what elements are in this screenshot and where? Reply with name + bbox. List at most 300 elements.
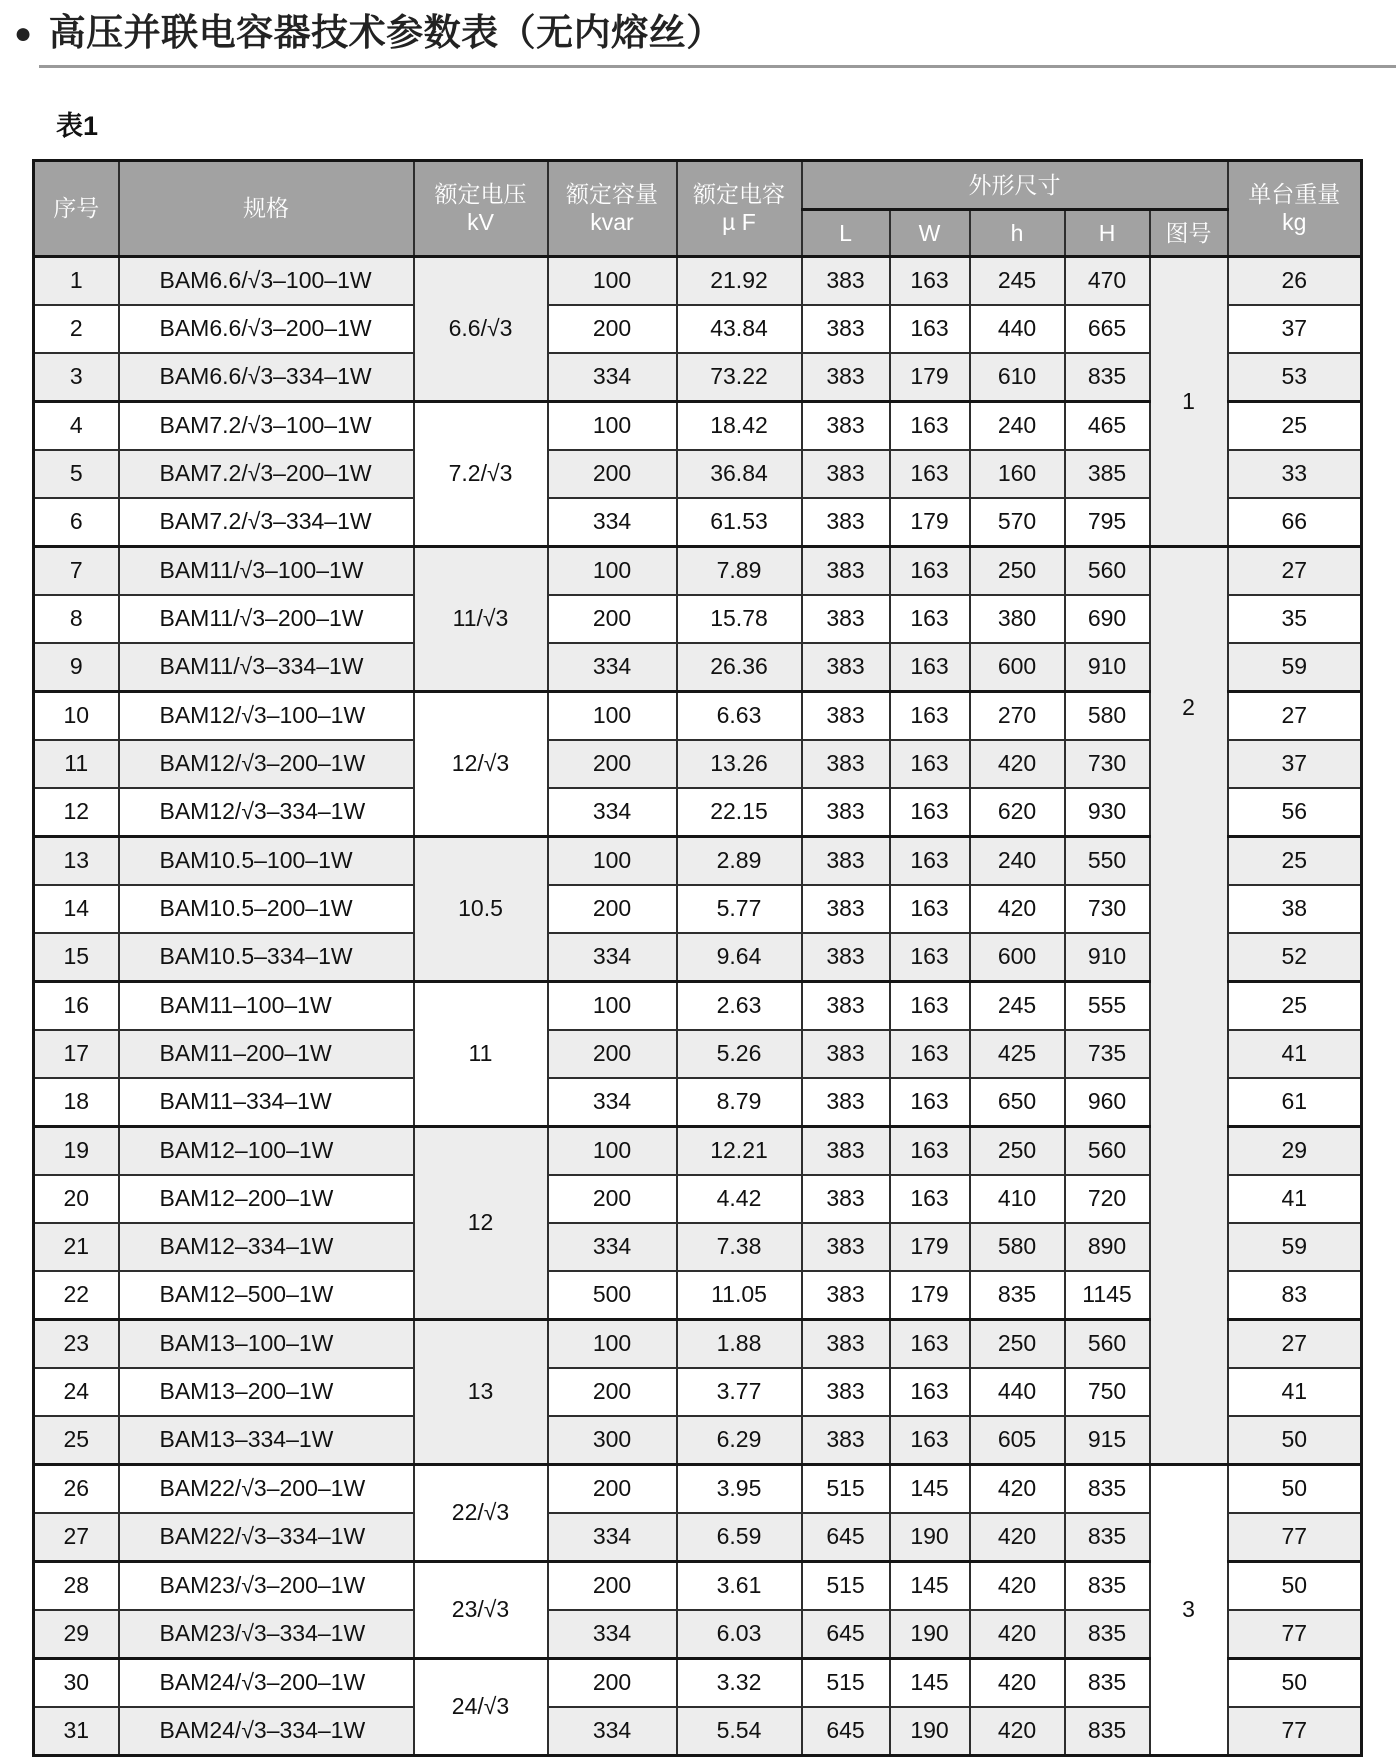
cell-dim-h: 570: [970, 498, 1065, 547]
cell-spec: BAM23/√3–334–1W: [119, 1610, 414, 1659]
cell-uf: 21.92: [677, 256, 802, 305]
col-header-capacity-unit: kvar: [590, 209, 634, 236]
cell-dim-l: 383: [802, 1030, 890, 1078]
cell-voltage: 13: [414, 1319, 548, 1464]
cell-dim-hh: 730: [1065, 885, 1150, 933]
cell-uf: 3.61: [677, 1561, 802, 1610]
cell-dim-l: 383: [802, 1319, 890, 1368]
cell-spec: BAM7.2/√3–200–1W: [119, 450, 414, 498]
cell-dim-h: 600: [970, 643, 1065, 692]
cell-dim-w: 163: [890, 595, 970, 643]
cell-dim-w: 163: [890, 643, 970, 692]
cell-dim-w: 163: [890, 836, 970, 885]
cell-dim-h: 250: [970, 1126, 1065, 1175]
cell-dim-w: 163: [890, 401, 970, 450]
cell-dim-l: 383: [802, 788, 890, 837]
cell-dim-h: 245: [970, 256, 1065, 305]
cell-dim-w: 163: [890, 1319, 970, 1368]
cell-dim-h: 270: [970, 691, 1065, 740]
cell-serial: 28: [34, 1561, 119, 1610]
cell-spec: BAM23/√3–200–1W: [119, 1561, 414, 1610]
cell-dim-hh: 465: [1065, 401, 1150, 450]
cell-voltage: 11/√3: [414, 546, 548, 691]
cell-figure: 3: [1150, 1464, 1228, 1755]
cell-weight: 66: [1228, 498, 1362, 547]
cell-dim-w: 163: [890, 1368, 970, 1416]
cell-spec: BAM7.2/√3–334–1W: [119, 498, 414, 547]
cell-uf: 3.95: [677, 1464, 802, 1513]
cell-weight: 25: [1228, 981, 1362, 1030]
cell-weight: 41: [1228, 1368, 1362, 1416]
cell-dim-hh: 910: [1065, 643, 1150, 692]
cell-weight: 59: [1228, 643, 1362, 692]
cell-uf: 9.64: [677, 933, 802, 982]
cell-dim-w: 163: [890, 1078, 970, 1127]
cell-dim-hh: 690: [1065, 595, 1150, 643]
cell-serial: 9: [34, 643, 119, 692]
cell-weight: 77: [1228, 1610, 1362, 1659]
cell-spec: BAM10.5–100–1W: [119, 836, 414, 885]
cell-serial: 31: [34, 1707, 119, 1756]
cell-kvar: 200: [548, 1030, 677, 1078]
cell-figure: 2: [1150, 546, 1228, 1464]
cell-weight: 41: [1228, 1175, 1362, 1223]
cell-uf: 73.22: [677, 353, 802, 402]
cell-uf: 36.84: [677, 450, 802, 498]
cell-weight: 29: [1228, 1126, 1362, 1175]
cell-dim-h: 580: [970, 1223, 1065, 1271]
cell-weight: 77: [1228, 1513, 1362, 1562]
title-divider: [39, 65, 1396, 68]
cell-dim-w: 163: [890, 1175, 970, 1223]
cell-dim-l: 383: [802, 498, 890, 547]
cell-kvar: 334: [548, 1078, 677, 1127]
cell-weight: 53: [1228, 353, 1362, 402]
cell-weight: 61: [1228, 1078, 1362, 1127]
cell-serial: 3: [34, 353, 119, 402]
col-header-dimensions: 外形尺寸: [802, 160, 1228, 209]
cell-kvar: 200: [548, 1658, 677, 1707]
col-header-capacitance-name: 额定电容: [693, 181, 785, 207]
cell-dim-hh: 555: [1065, 981, 1150, 1030]
cell-dim-l: 383: [802, 933, 890, 982]
cell-dim-hh: 890: [1065, 1223, 1150, 1271]
cell-spec: BAM6.6/√3–334–1W: [119, 353, 414, 402]
cell-dim-hh: 910: [1065, 933, 1150, 982]
cell-dim-w: 163: [890, 740, 970, 788]
cell-serial: 16: [34, 981, 119, 1030]
cell-dim-l: 383: [802, 256, 890, 305]
cell-dim-w: 163: [890, 305, 970, 353]
table-body: [34, 256, 1362, 1755]
cell-spec: BAM7.2/√3–100–1W: [119, 401, 414, 450]
header-row-1: [34, 160, 1362, 209]
cell-dim-hh: 835: [1065, 1464, 1150, 1513]
cell-weight: 27: [1228, 546, 1362, 595]
cell-voltage: 24/√3: [414, 1658, 548, 1755]
cell-dim-w: 163: [890, 1126, 970, 1175]
cell-kvar: 200: [548, 1175, 677, 1223]
cell-spec: BAM24/√3–200–1W: [119, 1658, 414, 1707]
cell-dim-l: 383: [802, 836, 890, 885]
cell-dim-h: 420: [970, 1707, 1065, 1756]
cell-uf: 6.63: [677, 691, 802, 740]
cell-dim-hh: 835: [1065, 1561, 1150, 1610]
cell-spec: BAM24/√3–334–1W: [119, 1707, 414, 1756]
cell-dim-l: 515: [802, 1464, 890, 1513]
cell-kvar: 200: [548, 1464, 677, 1513]
cell-kvar: 100: [548, 1319, 677, 1368]
cell-dim-h: 420: [970, 885, 1065, 933]
cell-kvar: 100: [548, 691, 677, 740]
cell-dim-h: 440: [970, 1368, 1065, 1416]
cell-serial: 2: [34, 305, 119, 353]
cell-serial: 12: [34, 788, 119, 837]
cell-dim-hh: 835: [1065, 1513, 1150, 1562]
cell-dim-hh: 580: [1065, 691, 1150, 740]
cell-dim-w: 163: [890, 256, 970, 305]
cell-dim-w: 163: [890, 885, 970, 933]
cell-weight: 25: [1228, 836, 1362, 885]
cell-dim-h: 250: [970, 546, 1065, 595]
cell-dim-h: 610: [970, 353, 1065, 402]
cell-uf: 7.89: [677, 546, 802, 595]
cell-weight: 26: [1228, 256, 1362, 305]
cell-uf: 26.36: [677, 643, 802, 692]
cell-kvar: 100: [548, 546, 677, 595]
cell-spec: BAM12/√3–100–1W: [119, 691, 414, 740]
cell-weight: 59: [1228, 1223, 1362, 1271]
cell-kvar: 100: [548, 401, 677, 450]
cell-kvar: 200: [548, 1368, 677, 1416]
cell-dim-hh: 730: [1065, 740, 1150, 788]
cell-spec: BAM11–334–1W: [119, 1078, 414, 1127]
col-header-dim-l: L: [802, 209, 890, 256]
cell-spec: BAM6.6/√3–100–1W: [119, 256, 414, 305]
cell-dim-l: 383: [802, 546, 890, 595]
cell-serial: 29: [34, 1610, 119, 1659]
cell-dim-w: 163: [890, 1030, 970, 1078]
cell-kvar: 200: [548, 1561, 677, 1610]
cell-dim-hh: 1145: [1065, 1271, 1150, 1320]
cell-serial: 18: [34, 1078, 119, 1127]
cell-uf: 43.84: [677, 305, 802, 353]
cell-weight: 35: [1228, 595, 1362, 643]
cell-dim-h: 650: [970, 1078, 1065, 1127]
col-header-capacitance: [677, 160, 802, 256]
cell-uf: 12.21: [677, 1126, 802, 1175]
cell-dim-h: 160: [970, 450, 1065, 498]
cell-dim-l: 383: [802, 1126, 890, 1175]
col-header-weight-unit: kg: [1282, 209, 1307, 236]
cell-spec: BAM10.5–334–1W: [119, 933, 414, 982]
cell-spec: BAM12–200–1W: [119, 1175, 414, 1223]
cell-dim-h: 240: [970, 836, 1065, 885]
cell-voltage: 11: [414, 981, 548, 1126]
cell-dim-h: 250: [970, 1319, 1065, 1368]
col-header-weight: [1228, 160, 1362, 256]
cell-dim-h: 600: [970, 933, 1065, 982]
table-row: [34, 1464, 1362, 1513]
cell-uf: 1.88: [677, 1319, 802, 1368]
cell-dim-hh: 720: [1065, 1175, 1150, 1223]
cell-dim-h: 440: [970, 305, 1065, 353]
cell-dim-w: 163: [890, 981, 970, 1030]
col-header-dim-w: W: [890, 209, 970, 256]
cell-dim-hh: 835: [1065, 1610, 1150, 1659]
cell-kvar: 200: [548, 740, 677, 788]
cell-serial: 17: [34, 1030, 119, 1078]
cell-serial: 19: [34, 1126, 119, 1175]
cell-serial: 10: [34, 691, 119, 740]
cell-spec: BAM13–334–1W: [119, 1416, 414, 1465]
cell-dim-h: 380: [970, 595, 1065, 643]
cell-serial: 15: [34, 933, 119, 982]
cell-serial: 30: [34, 1658, 119, 1707]
cell-serial: 7: [34, 546, 119, 595]
cell-dim-h: 420: [970, 1658, 1065, 1707]
cell-dim-hh: 560: [1065, 1319, 1150, 1368]
cell-kvar: 200: [548, 595, 677, 643]
cell-weight: 50: [1228, 1416, 1362, 1465]
cell-weight: 50: [1228, 1464, 1362, 1513]
cell-weight: 52: [1228, 933, 1362, 982]
cell-dim-w: 190: [890, 1707, 970, 1756]
cell-figure: 1: [1150, 256, 1228, 546]
cell-spec: BAM22/√3–334–1W: [119, 1513, 414, 1562]
cell-serial: 27: [34, 1513, 119, 1562]
cell-spec: BAM13–100–1W: [119, 1319, 414, 1368]
cell-dim-w: 179: [890, 353, 970, 402]
cell-weight: 50: [1228, 1561, 1362, 1610]
cell-serial: 23: [34, 1319, 119, 1368]
cell-weight: 77: [1228, 1707, 1362, 1756]
document-header: [0, 0, 1396, 68]
cell-dim-l: 383: [802, 1223, 890, 1271]
cell-kvar: 334: [548, 1707, 677, 1756]
cell-uf: 3.77: [677, 1368, 802, 1416]
cell-dim-l: 383: [802, 1271, 890, 1320]
cell-dim-l: 383: [802, 1368, 890, 1416]
cell-dim-h: 420: [970, 1513, 1065, 1562]
cell-dim-l: 645: [802, 1610, 890, 1659]
cell-weight: 37: [1228, 305, 1362, 353]
cell-dim-hh: 795: [1065, 498, 1150, 547]
cell-dim-w: 163: [890, 933, 970, 982]
cell-dim-h: 410: [970, 1175, 1065, 1223]
cell-dim-l: 383: [802, 691, 890, 740]
cell-dim-l: 383: [802, 450, 890, 498]
col-header-spec: 规格: [119, 160, 414, 256]
cell-dim-w: 190: [890, 1610, 970, 1659]
cell-serial: 8: [34, 595, 119, 643]
cell-dim-hh: 550: [1065, 836, 1150, 885]
cell-dim-w: 163: [890, 546, 970, 595]
cell-serial: 22: [34, 1271, 119, 1320]
cell-uf: 2.89: [677, 836, 802, 885]
cell-uf: 11.05: [677, 1271, 802, 1320]
cell-kvar: 200: [548, 305, 677, 353]
cell-spec: BAM22/√3–200–1W: [119, 1464, 414, 1513]
cell-weight: 33: [1228, 450, 1362, 498]
cell-kvar: 100: [548, 256, 677, 305]
table-row: [34, 256, 1362, 305]
col-header-voltage-unit: kV: [467, 209, 494, 236]
cell-uf: 5.26: [677, 1030, 802, 1078]
cell-dim-l: 383: [802, 885, 890, 933]
cell-serial: 24: [34, 1368, 119, 1416]
col-header-capacity-name: 额定容量: [566, 181, 658, 207]
cell-serial: 11: [34, 740, 119, 788]
cell-spec: BAM10.5–200–1W: [119, 885, 414, 933]
page-title-text: 高压并联电容器技术参数表（无内熔丝）: [48, 12, 724, 53]
cell-weight: 27: [1228, 691, 1362, 740]
cell-weight: 37: [1228, 740, 1362, 788]
cell-voltage: 12/√3: [414, 691, 548, 836]
cell-voltage: 12: [414, 1126, 548, 1319]
cell-uf: 6.29: [677, 1416, 802, 1465]
table-label: 表1: [56, 110, 99, 141]
cell-weight: 38: [1228, 885, 1362, 933]
col-header-weight-name: 单台重量: [1248, 181, 1341, 207]
col-header-figure: 图号: [1150, 209, 1228, 256]
cell-kvar: 334: [548, 353, 677, 402]
cell-dim-w: 163: [890, 450, 970, 498]
cell-dim-hh: 960: [1065, 1078, 1150, 1127]
cell-voltage: 23/√3: [414, 1561, 548, 1658]
cell-dim-w: 179: [890, 1271, 970, 1320]
cell-dim-l: 383: [802, 740, 890, 788]
cell-dim-h: 245: [970, 981, 1065, 1030]
cell-weight: 83: [1228, 1271, 1362, 1320]
col-header-dim-h: h: [970, 209, 1065, 256]
cell-kvar: 500: [548, 1271, 677, 1320]
cell-dim-hh: 735: [1065, 1030, 1150, 1078]
table-row: [34, 546, 1362, 595]
cell-spec: BAM11–100–1W: [119, 981, 414, 1030]
cell-dim-l: 645: [802, 1707, 890, 1756]
cell-dim-h: 835: [970, 1271, 1065, 1320]
col-header-capacitance-unit: µ F: [722, 209, 756, 236]
page-title: [14, 12, 1396, 55]
cell-dim-w: 179: [890, 1223, 970, 1271]
cell-weight: 41: [1228, 1030, 1362, 1078]
cell-kvar: 334: [548, 1513, 677, 1562]
cell-uf: 3.32: [677, 1658, 802, 1707]
col-header-voltage: [414, 160, 548, 256]
cell-kvar: 200: [548, 450, 677, 498]
cell-uf: 18.42: [677, 401, 802, 450]
cell-serial: 14: [34, 885, 119, 933]
cell-dim-hh: 835: [1065, 1658, 1150, 1707]
cell-kvar: 334: [548, 643, 677, 692]
cell-voltage: 7.2/√3: [414, 401, 548, 546]
cell-dim-l: 383: [802, 981, 890, 1030]
cell-uf: 5.54: [677, 1707, 802, 1756]
cell-dim-hh: 835: [1065, 1707, 1150, 1756]
cell-dim-h: 420: [970, 1464, 1065, 1513]
cell-dim-hh: 560: [1065, 546, 1150, 595]
cell-spec: BAM6.6/√3–200–1W: [119, 305, 414, 353]
cell-dim-h: 240: [970, 401, 1065, 450]
cell-kvar: 334: [548, 498, 677, 547]
cell-dim-w: 163: [890, 788, 970, 837]
cell-dim-hh: 835: [1065, 353, 1150, 402]
cell-spec: BAM12–334–1W: [119, 1223, 414, 1271]
cell-dim-l: 383: [802, 1175, 890, 1223]
cell-dim-l: 383: [802, 305, 890, 353]
cell-serial: 13: [34, 836, 119, 885]
cell-dim-w: 163: [890, 1416, 970, 1465]
cell-uf: 15.78: [677, 595, 802, 643]
cell-dim-l: 383: [802, 353, 890, 402]
cell-spec: BAM11/√3–334–1W: [119, 643, 414, 692]
cell-spec: BAM11/√3–200–1W: [119, 595, 414, 643]
cell-kvar: 100: [548, 836, 677, 885]
cell-dim-hh: 750: [1065, 1368, 1150, 1416]
cell-dim-w: 163: [890, 691, 970, 740]
cell-spec: BAM12/√3–334–1W: [119, 788, 414, 837]
cell-spec: BAM12–500–1W: [119, 1271, 414, 1320]
parameters-table: [32, 159, 1363, 1757]
cell-dim-h: 425: [970, 1030, 1065, 1078]
cell-spec: BAM12/√3–200–1W: [119, 740, 414, 788]
cell-weight: 27: [1228, 1319, 1362, 1368]
cell-dim-w: 145: [890, 1464, 970, 1513]
cell-kvar: 334: [548, 1223, 677, 1271]
cell-dim-l: 383: [802, 643, 890, 692]
cell-voltage: 22/√3: [414, 1464, 548, 1561]
cell-dim-w: 145: [890, 1561, 970, 1610]
col-header-serial: 序号: [34, 160, 119, 256]
cell-dim-l: 383: [802, 401, 890, 450]
cell-kvar: 100: [548, 1126, 677, 1175]
cell-weight: 56: [1228, 788, 1362, 837]
cell-dim-h: 620: [970, 788, 1065, 837]
cell-weight: 25: [1228, 401, 1362, 450]
col-header-capacity: [548, 160, 677, 256]
cell-uf: 8.79: [677, 1078, 802, 1127]
cell-dim-w: 145: [890, 1658, 970, 1707]
cell-dim-hh: 930: [1065, 788, 1150, 837]
cell-serial: 25: [34, 1416, 119, 1465]
cell-weight: 50: [1228, 1658, 1362, 1707]
cell-spec: BAM13–200–1W: [119, 1368, 414, 1416]
cell-spec: BAM11–200–1W: [119, 1030, 414, 1078]
cell-dim-w: 179: [890, 498, 970, 547]
cell-dim-l: 645: [802, 1513, 890, 1562]
col-header-voltage-name: 额定电压: [434, 181, 527, 207]
cell-dim-l: 383: [802, 1416, 890, 1465]
cell-dim-h: 605: [970, 1416, 1065, 1465]
cell-dim-h: 420: [970, 1610, 1065, 1659]
cell-serial: 26: [34, 1464, 119, 1513]
cell-kvar: 334: [548, 1610, 677, 1659]
cell-uf: 61.53: [677, 498, 802, 547]
cell-serial: 1: [34, 256, 119, 305]
cell-kvar: 334: [548, 788, 677, 837]
cell-voltage: 6.6/√3: [414, 256, 548, 401]
cell-kvar: 100: [548, 981, 677, 1030]
cell-spec: BAM11/√3–100–1W: [119, 546, 414, 595]
cell-uf: 6.59: [677, 1513, 802, 1562]
cell-serial: 5: [34, 450, 119, 498]
cell-uf: 7.38: [677, 1223, 802, 1271]
cell-serial: 20: [34, 1175, 119, 1223]
cell-dim-l: 515: [802, 1658, 890, 1707]
col-header-dim-hh: H: [1065, 209, 1150, 256]
cell-kvar: 334: [548, 933, 677, 982]
